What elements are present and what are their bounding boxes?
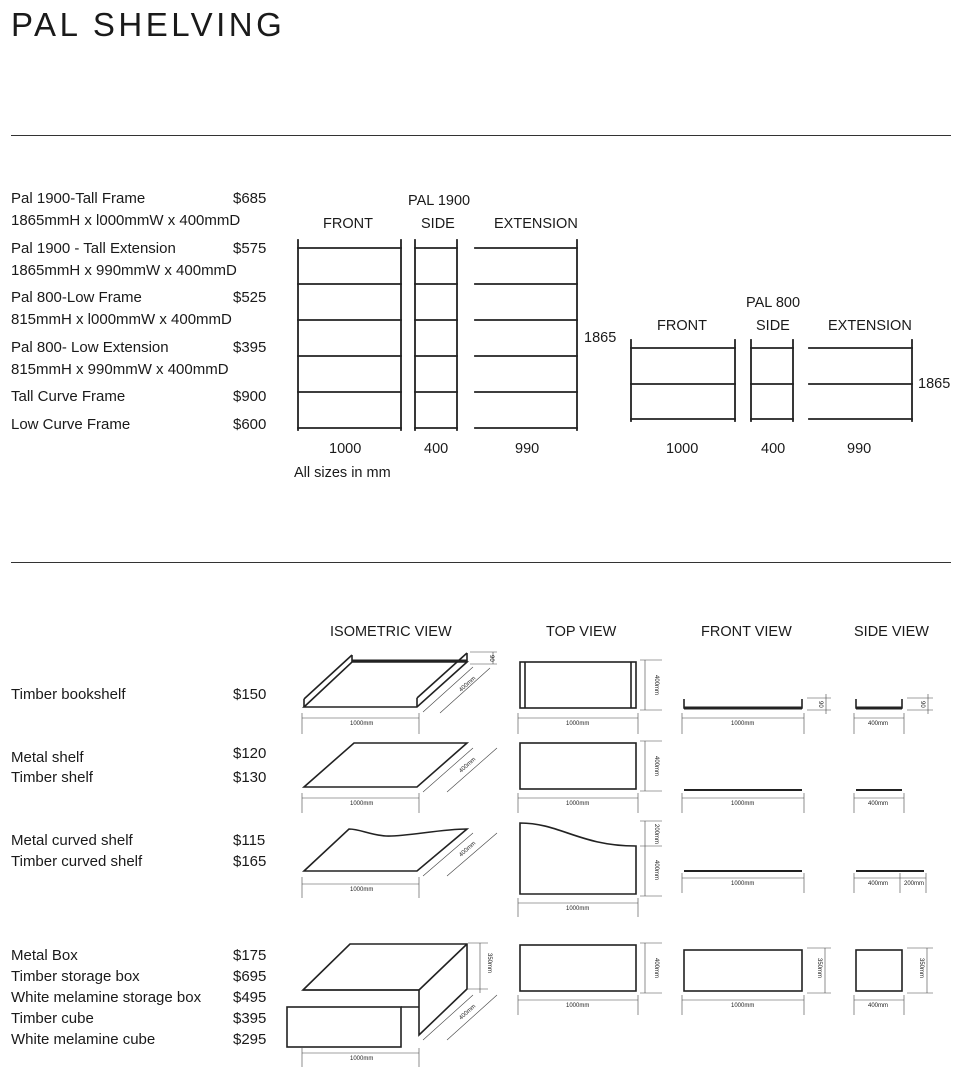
box-isometric: [287, 944, 467, 1047]
dim-text: 1000mm: [566, 1003, 590, 1009]
price-item-dims: 1865mmH x l000mmW x 400mmD: [11, 212, 241, 229]
header-isometric-view: ISOMETRIC VIEW: [330, 624, 452, 640]
pal1900-side-drawing: [415, 240, 457, 430]
dim-text: 400mm: [653, 756, 659, 777]
accessory-price: $120: [233, 745, 267, 762]
accessory-price: $115: [233, 832, 266, 849]
accessory-price: $695: [233, 968, 267, 985]
pal1900-view-side: SIDE: [421, 216, 455, 232]
accessory-price: $150: [233, 686, 267, 703]
dim-text: 1000mm: [350, 721, 374, 727]
dim-text: 400mm: [868, 881, 889, 887]
pal800-front-drawing: [631, 340, 735, 421]
dim-text: 400mm: [653, 860, 659, 881]
box-top: [520, 945, 636, 991]
dim-text: 90: [919, 701, 925, 708]
pal800-view-side: SIDE: [756, 318, 790, 334]
accessory-name: Metal curved shelf: [11, 832, 133, 849]
dim-text: 350mm: [486, 953, 492, 974]
dim-text: 350mm: [816, 958, 822, 979]
dim-text: 400mm: [868, 721, 889, 727]
price-item-dims: 815mmH x 990mmW x 400mmD: [11, 361, 229, 378]
pal800-height-label: 1865: [918, 376, 951, 392]
page-title: PAL SHELVING: [11, 6, 286, 43]
price-item-price: $395: [233, 339, 267, 356]
pal1900-view-front: FRONT: [323, 216, 373, 232]
pal800-view-front: FRONT: [657, 318, 707, 334]
dim-text: 1000mm: [566, 906, 590, 912]
pal1900-height-label: 1865: [584, 330, 617, 346]
dim-text: 1000mm: [731, 801, 755, 807]
curved-shelf-top: [520, 823, 636, 894]
accessory-name: Timber shelf: [11, 769, 93, 786]
dim-text: 400mm: [458, 1003, 478, 1022]
dim-text: 1000mm: [731, 721, 755, 727]
pal1900-view-extension: EXTENSION: [494, 216, 578, 232]
dim-text: 1000mm: [566, 721, 590, 727]
pal800-view-extension: EXTENSION: [828, 318, 912, 334]
pal1900-front-drawing: [298, 240, 401, 430]
price-item-price: $900: [233, 388, 267, 405]
accessory-name: Metal Box: [11, 947, 78, 964]
dim-text: 1000mm: [350, 1056, 374, 1062]
pal1900-title: PAL 1900: [408, 193, 471, 209]
accessory-price: $175: [233, 947, 267, 964]
price-item-name: Pal 800- Low Extension: [11, 339, 169, 356]
header-front-view: FRONT VIEW: [701, 624, 792, 640]
pal800-extension-drawing: [809, 340, 912, 421]
accessory-name: Metal shelf: [11, 749, 84, 766]
accessory-name: White melamine cube: [11, 1031, 156, 1048]
box-front: [684, 950, 802, 991]
price-item-price: $685: [233, 190, 267, 207]
dim-text: 400mm: [868, 1003, 889, 1009]
pal800-width-side: 400: [761, 441, 786, 457]
pal800-width-front: 1000: [666, 441, 699, 457]
pal800-side-drawing: [751, 340, 793, 421]
bookshelf-side: [856, 699, 902, 708]
dim-text: 400mm: [653, 958, 659, 979]
dim-text: 200mm: [904, 881, 925, 887]
dim-text: 90: [817, 701, 823, 708]
price-item-dims: 815mmH x l000mmW x 400mmD: [11, 311, 232, 328]
dim-text: 350mm: [918, 958, 924, 979]
accessory-name: Timber cube: [11, 1010, 94, 1027]
shelf-top: [520, 743, 636, 789]
accessory-price: $165: [233, 853, 267, 870]
accessory-price: $395: [233, 1010, 267, 1027]
dim-text: 1000mm: [350, 887, 374, 893]
dim-text: 400mm: [458, 756, 478, 775]
pal800-title: PAL 800: [746, 295, 801, 311]
accessory-price: $295: [233, 1031, 267, 1048]
dim-text: 1000mm: [731, 881, 755, 887]
price-item-price: $600: [233, 416, 267, 433]
bookshelf-top: [520, 662, 636, 708]
dim-text: 400mm: [458, 840, 478, 859]
dim-text: 200mm: [653, 824, 659, 845]
accessory-name: Timber storage box: [11, 968, 140, 985]
dim-text: 1000mm: [566, 801, 590, 807]
dim-text: 400mm: [458, 675, 478, 694]
header-top-view: TOP VIEW: [546, 624, 617, 640]
price-item-name: Low Curve Frame: [11, 416, 131, 433]
pal1900-width-front: 1000: [329, 441, 362, 457]
price-item-dims: 1865mmH x 990mmW x 400mmD: [11, 262, 237, 279]
curved-shelf-isometric: [304, 829, 467, 871]
dim-text: 400mm: [868, 801, 889, 807]
pal1900-width-extension: 990: [515, 441, 540, 457]
accessory-price: $130: [233, 769, 267, 786]
pal1900-extension-drawing: [475, 240, 577, 430]
accessory-name: White melamine storage box: [11, 989, 202, 1006]
price-item-name: Pal 1900-Tall Frame: [11, 190, 146, 207]
bookshelf-isometric: [304, 653, 467, 707]
price-item-name: Pal 1900 - Tall Extension: [11, 240, 176, 257]
price-item-name: Tall Curve Frame: [11, 388, 126, 405]
pal1900-width-side: 400: [424, 441, 449, 457]
box-side: [856, 950, 902, 991]
pal800-width-extension: 990: [847, 441, 872, 457]
dim-text: 400mm: [653, 675, 659, 696]
dim-text: 1000mm: [350, 801, 374, 807]
accessory-price: $495: [233, 989, 267, 1006]
dim-text: 1000mm: [731, 1003, 755, 1009]
bookshelf-front: [684, 699, 802, 708]
header-side-view: SIDE VIEW: [854, 624, 929, 640]
accessory-name: Timber bookshelf: [11, 686, 126, 703]
price-item-price: $525: [233, 289, 267, 306]
accessory-name: Timber curved shelf: [11, 853, 143, 870]
price-item-price: $575: [233, 240, 267, 257]
sizes-note: All sizes in mm: [294, 465, 391, 481]
dim-text: 90: [488, 655, 494, 662]
price-item-name: Pal 800-Low Frame: [11, 289, 142, 306]
shelf-isometric: [304, 743, 467, 787]
